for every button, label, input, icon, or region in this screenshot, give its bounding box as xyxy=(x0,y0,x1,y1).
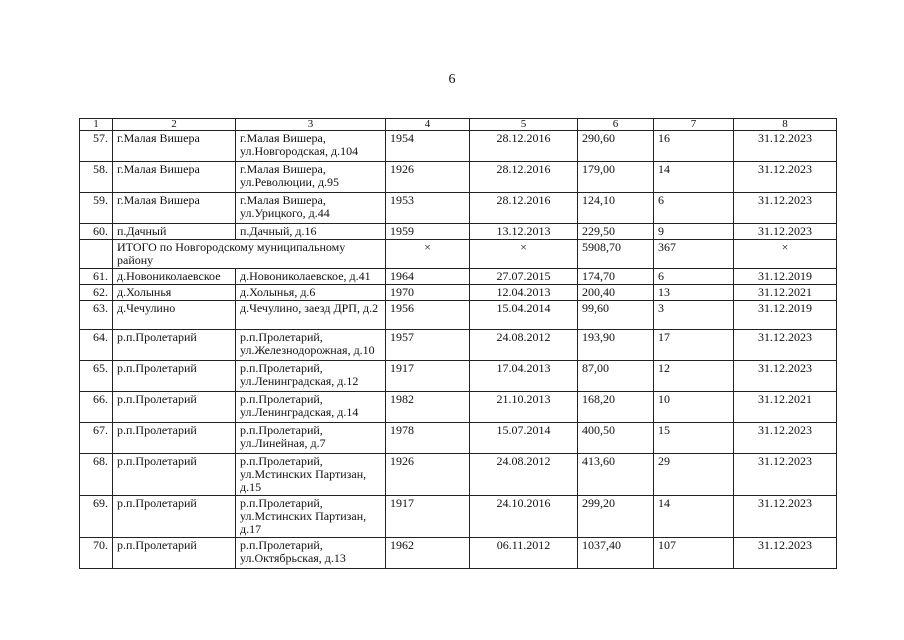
deadline-cell: 31.12.2021 xyxy=(734,392,837,423)
address-cell: р.п.Пролетарий, ул.Октябрьская, д.13 xyxy=(236,538,386,569)
count-cell: 13 xyxy=(654,285,734,301)
row-number: 68. xyxy=(80,454,113,496)
row-number: 57. xyxy=(80,131,113,162)
count-cell: 14 xyxy=(654,162,734,193)
table-row xyxy=(80,496,837,538)
row-number: 61. xyxy=(80,269,113,285)
table-row xyxy=(80,301,837,330)
year-cell: 1954 xyxy=(386,131,470,162)
deadline-cell: 31.12.2019 xyxy=(734,301,837,330)
area-cell: 168,20 xyxy=(578,392,654,423)
date-cell: 17.04.2013 xyxy=(470,361,578,392)
address-cell: д.Холынья, д.6 xyxy=(236,285,386,301)
address-cell: г.Малая Вишера, ул.Новгородская, д.104 xyxy=(236,131,386,162)
area-cell: 87,00 xyxy=(578,361,654,392)
table-row xyxy=(80,285,837,301)
count-cell: 6 xyxy=(654,269,734,285)
area-cell: 400,50 xyxy=(578,423,654,454)
deadline-cell: 31.12.2023 xyxy=(734,330,837,361)
table-row xyxy=(80,224,837,240)
year-cell: 1956 xyxy=(386,301,470,330)
deadline-cell: 31.12.2021 xyxy=(734,285,837,301)
deadline-cell: 31.12.2023 xyxy=(734,131,837,162)
address-cell: д.Чечулино, заезд ДРП, д.2 xyxy=(236,301,386,330)
row-number: 64. xyxy=(80,330,113,361)
locality-cell: р.п.Пролетарий xyxy=(113,538,236,569)
date-cell: 13.12.2013 xyxy=(470,224,578,240)
year-cell: × xyxy=(386,240,470,269)
date-cell: 28.12.2016 xyxy=(470,162,578,193)
deadline-cell: × xyxy=(734,240,837,269)
row-number: 69. xyxy=(80,496,113,538)
year-cell: 1957 xyxy=(386,330,470,361)
year-cell: 1962 xyxy=(386,538,470,569)
locality-cell: р.п.Пролетарий xyxy=(113,361,236,392)
locality-cell: р.п.Пролетарий xyxy=(113,423,236,454)
locality-cell: д.Чечулино xyxy=(113,301,236,330)
date-cell: 24.10.2016 xyxy=(470,496,578,538)
year-cell: 1978 xyxy=(386,423,470,454)
date-cell: 15.07.2014 xyxy=(470,423,578,454)
year-cell: 1926 xyxy=(386,454,470,496)
count-cell: 15 xyxy=(654,423,734,454)
year-cell: 1917 xyxy=(386,496,470,538)
date-cell: × xyxy=(470,240,578,269)
column-header: 5 xyxy=(470,119,578,131)
deadline-cell: 31.12.2019 xyxy=(734,269,837,285)
table-row xyxy=(80,538,837,569)
count-cell: 3 xyxy=(654,301,734,330)
address-cell: р.п.Пролетарий, ул.Мстинских Партизан, д.15 xyxy=(236,454,386,496)
column-header: 3 xyxy=(236,119,386,131)
date-cell: 28.12.2016 xyxy=(470,131,578,162)
count-cell: 29 xyxy=(654,454,734,496)
year-cell: 1917 xyxy=(386,361,470,392)
deadline-cell: 31.12.2023 xyxy=(734,454,837,496)
row-number: 59. xyxy=(80,193,113,224)
address-cell: г.Малая Вишера, ул.Урицкого, д.44 xyxy=(236,193,386,224)
year-cell: 1959 xyxy=(386,224,470,240)
table-row xyxy=(80,193,837,224)
address-cell: р.п.Пролетарий, ул.Ленинградская, д.14 xyxy=(236,392,386,423)
count-cell: 14 xyxy=(654,496,734,538)
count-cell: 16 xyxy=(654,131,734,162)
area-cell: 193,90 xyxy=(578,330,654,361)
deadline-cell: 31.12.2023 xyxy=(734,423,837,454)
area-cell: 290,60 xyxy=(578,131,654,162)
deadline-cell: 31.12.2023 xyxy=(734,224,837,240)
date-cell: 24.08.2012 xyxy=(470,330,578,361)
area-cell: 124,10 xyxy=(578,193,654,224)
total-row xyxy=(80,240,837,269)
row-number: 63. xyxy=(80,301,113,330)
table-row xyxy=(80,162,837,193)
column-header: 2 xyxy=(113,119,236,131)
area-cell: 299,20 xyxy=(578,496,654,538)
area-cell: 99,60 xyxy=(578,301,654,330)
year-cell: 1964 xyxy=(386,269,470,285)
locality-cell: р.п.Пролетарий xyxy=(113,392,236,423)
table-row xyxy=(80,454,837,496)
address-cell: п.Дачный, д.16 xyxy=(236,224,386,240)
year-cell: 1926 xyxy=(386,162,470,193)
deadline-cell: 31.12.2023 xyxy=(734,361,837,392)
row-number: 66. xyxy=(80,392,113,423)
date-cell: 28.12.2016 xyxy=(470,193,578,224)
locality-cell: г.Малая Вишера xyxy=(113,193,236,224)
area-cell: 5908,70 xyxy=(578,240,654,269)
table-row xyxy=(80,330,837,361)
table-row xyxy=(80,392,837,423)
row-number: 67. xyxy=(80,423,113,454)
deadline-cell: 31.12.2023 xyxy=(734,162,837,193)
total-label: ИТОГО по Новгородскому муниципальному району xyxy=(113,240,386,269)
date-cell: 15.04.2014 xyxy=(470,301,578,330)
area-cell: 1037,40 xyxy=(578,538,654,569)
housing-registry-table xyxy=(79,118,837,569)
row-number: 70. xyxy=(80,538,113,569)
deadline-cell: 31.12.2023 xyxy=(734,538,837,569)
area-cell: 179,00 xyxy=(578,162,654,193)
column-number-row xyxy=(80,119,837,131)
column-header: 6 xyxy=(578,119,654,131)
address-cell: г.Малая Вишера, ул.Революции, д.95 xyxy=(236,162,386,193)
row-number: 65. xyxy=(80,361,113,392)
deadline-cell: 31.12.2023 xyxy=(734,496,837,538)
locality-cell: г.Малая Вишера xyxy=(113,131,236,162)
table-row xyxy=(80,131,837,162)
address-cell: д.Новониколаевское, д.41 xyxy=(236,269,386,285)
locality-cell: д.Холынья xyxy=(113,285,236,301)
column-header: 8 xyxy=(734,119,837,131)
locality-cell: г.Малая Вишера xyxy=(113,162,236,193)
area-cell: 174,70 xyxy=(578,269,654,285)
page-number: 6 xyxy=(448,72,456,87)
address-cell: р.п.Пролетарий, ул.Ленинградская, д.12 xyxy=(236,361,386,392)
date-cell: 12.04.2013 xyxy=(470,285,578,301)
column-header: 4 xyxy=(386,119,470,131)
year-cell: 1970 xyxy=(386,285,470,301)
area-cell: 413,60 xyxy=(578,454,654,496)
area-cell: 229,50 xyxy=(578,224,654,240)
count-cell: 107 xyxy=(654,538,734,569)
row-number: 60. xyxy=(80,224,113,240)
count-cell: 10 xyxy=(654,392,734,423)
count-cell: 6 xyxy=(654,193,734,224)
table-row xyxy=(80,423,837,454)
deadline-cell: 31.12.2023 xyxy=(734,193,837,224)
row-number: 58. xyxy=(80,162,113,193)
locality-cell: р.п.Пролетарий xyxy=(113,330,236,361)
locality-cell: р.п.Пролетарий xyxy=(113,496,236,538)
count-cell: 9 xyxy=(654,224,734,240)
count-cell: 17 xyxy=(654,330,734,361)
date-cell: 27.07.2015 xyxy=(470,269,578,285)
date-cell: 24.08.2012 xyxy=(470,454,578,496)
count-cell: 367 xyxy=(654,240,734,269)
locality-cell: д.Новониколаевское xyxy=(113,269,236,285)
count-cell: 12 xyxy=(654,361,734,392)
date-cell: 21.10.2013 xyxy=(470,392,578,423)
locality-cell: р.п.Пролетарий xyxy=(113,454,236,496)
address-cell: р.п.Пролетарий, ул.Мстинских Партизан, д.17 xyxy=(236,496,386,538)
year-cell: 1982 xyxy=(386,392,470,423)
locality-cell: п.Дачный xyxy=(113,224,236,240)
year-cell: 1953 xyxy=(386,193,470,224)
table-row xyxy=(80,361,837,392)
row-number: 62. xyxy=(80,285,113,301)
area-cell: 200,40 xyxy=(578,285,654,301)
date-cell: 06.11.2012 xyxy=(470,538,578,569)
column-header: 1 xyxy=(80,119,113,131)
empty-cell xyxy=(80,240,113,269)
table-row xyxy=(80,269,837,285)
column-header: 7 xyxy=(654,119,734,131)
address-cell: р.п.Пролетарий, ул.Железнодорожная, д.10 xyxy=(236,330,386,361)
address-cell: р.п.Пролетарий, ул.Линейная, д.7 xyxy=(236,423,386,454)
